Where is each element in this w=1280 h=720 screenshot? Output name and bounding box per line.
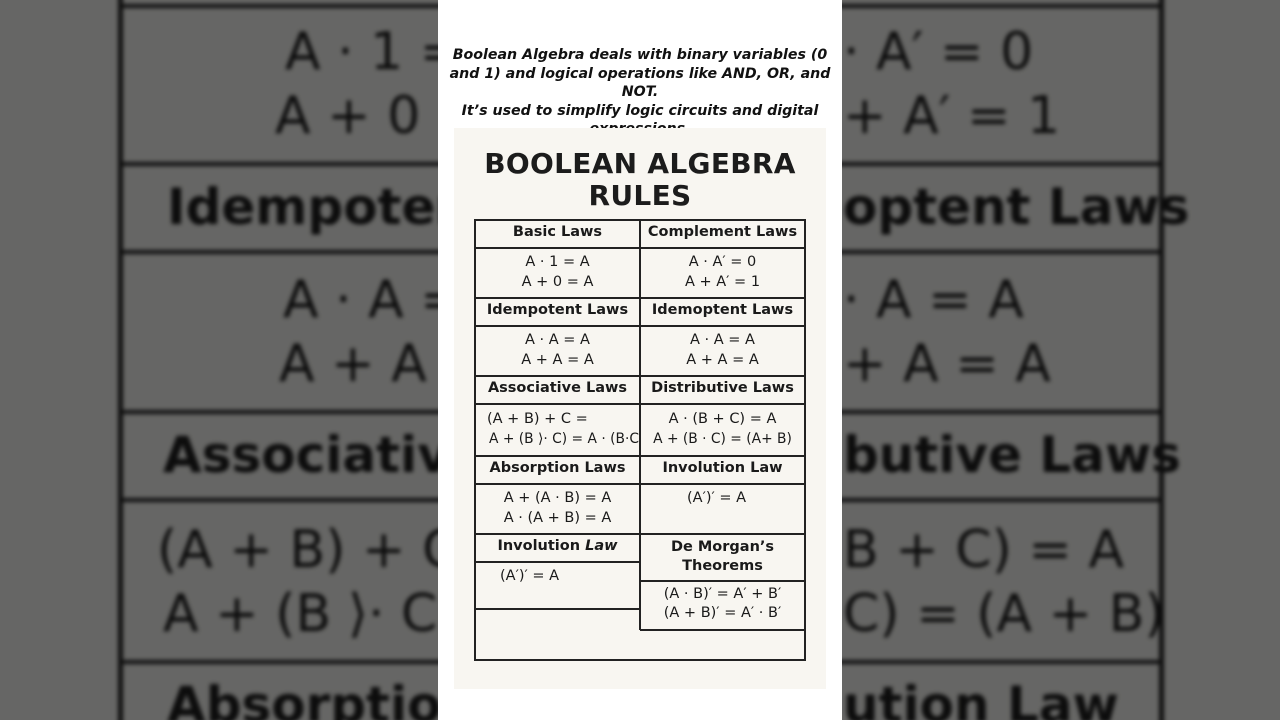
formula: (A + B)′ = A′ · B′: [663, 605, 782, 621]
formula: A · (B + C) = A: [668, 411, 777, 427]
formula: A + (B ⟩· C) = A · (B·C: [489, 431, 639, 447]
table-rule: [640, 325, 806, 327]
idemoptent-laws-header: Idemoptent Laws: [651, 302, 794, 318]
table-rule: [474, 455, 640, 457]
complement-laws-header: Complement Laws: [647, 224, 798, 240]
formula: A + A = A: [521, 352, 594, 368]
formula: A · (A + B) = A: [503, 510, 612, 526]
involution-law-formula: (A′)′ = A: [687, 490, 747, 506]
table-rule: [474, 561, 640, 563]
header-text-italic: Law: [585, 538, 618, 554]
absorption-laws-formulas: [476, 488, 639, 528]
table-rule: [474, 247, 640, 249]
basic-laws-header: Basic Laws: [512, 224, 603, 240]
formula: A + (B · C) = (A+ B): [653, 431, 792, 447]
header-line: De Morgan’s: [670, 539, 775, 555]
table-rule: [640, 455, 806, 457]
table-rule: [640, 297, 806, 299]
distributive-laws-header: Distributive Laws: [651, 380, 794, 396]
table-rule: [640, 403, 806, 405]
formula: A + 0 = A: [521, 274, 594, 290]
involution-law-formula-left: (A′)′ = A: [500, 568, 560, 584]
table-rule: [474, 533, 640, 535]
absorption-laws-header: Absorption Laws: [489, 460, 626, 476]
formula: A · A = A: [525, 332, 590, 348]
caption-text: [448, 46, 832, 139]
table-rule: [640, 580, 806, 582]
table-rule: [640, 375, 806, 377]
table-rule: [640, 483, 806, 485]
formula: A · 1 = A: [525, 254, 590, 270]
idemoptent-laws-formulas: [641, 330, 804, 370]
distributive-laws-formulas: [641, 409, 804, 449]
table-rule: [474, 483, 640, 485]
table-rule: [474, 297, 640, 299]
formula: A + (A · B) = A: [503, 490, 612, 506]
header-text: Involution: [497, 538, 586, 554]
table-rule: [640, 629, 806, 631]
table-rule: [474, 403, 640, 405]
formula: (A + B) + C =: [487, 411, 588, 427]
de-morgans-formulas: [641, 585, 804, 623]
formula: (A · B)′ = A′ + B′: [663, 586, 782, 602]
formula: A + A′ = 1: [684, 274, 761, 290]
involution-law-header-left: [476, 538, 639, 554]
formula: A + A = A: [686, 352, 759, 368]
de-morgans-header: [641, 538, 804, 576]
poster-title-line: BOOLEAN ALGEBRA: [484, 147, 796, 180]
involution-law-header: Involution Law: [662, 460, 783, 476]
table-rule: [474, 608, 640, 610]
table-rule: [474, 375, 640, 377]
associative-laws-header: Associative Laws: [487, 380, 628, 396]
header-line: Theorems: [682, 558, 763, 574]
caption-line: Boolean Algebra deals with binary variables (0 and 1) and logical operations like AND, OR, and NOT.: [449, 47, 831, 100]
table-rule: [640, 247, 806, 249]
basic-laws-formulas: [476, 252, 639, 292]
table-rule: [474, 325, 640, 327]
poster-title: [454, 148, 826, 212]
idempotent-laws-formulas: [476, 330, 639, 370]
idempotent-laws-header: Idempotent Laws: [486, 302, 629, 318]
table-rule: [640, 533, 806, 535]
associative-laws-formulas: [476, 409, 639, 449]
formula: A · A′ = 0: [688, 254, 757, 270]
poster-title-line: RULES: [588, 179, 692, 212]
caption-line: It’s used to simplify logic circuits and digital: [461, 102, 819, 119]
formula: A · A = A: [690, 332, 755, 348]
complement-laws-formulas: [641, 252, 804, 292]
